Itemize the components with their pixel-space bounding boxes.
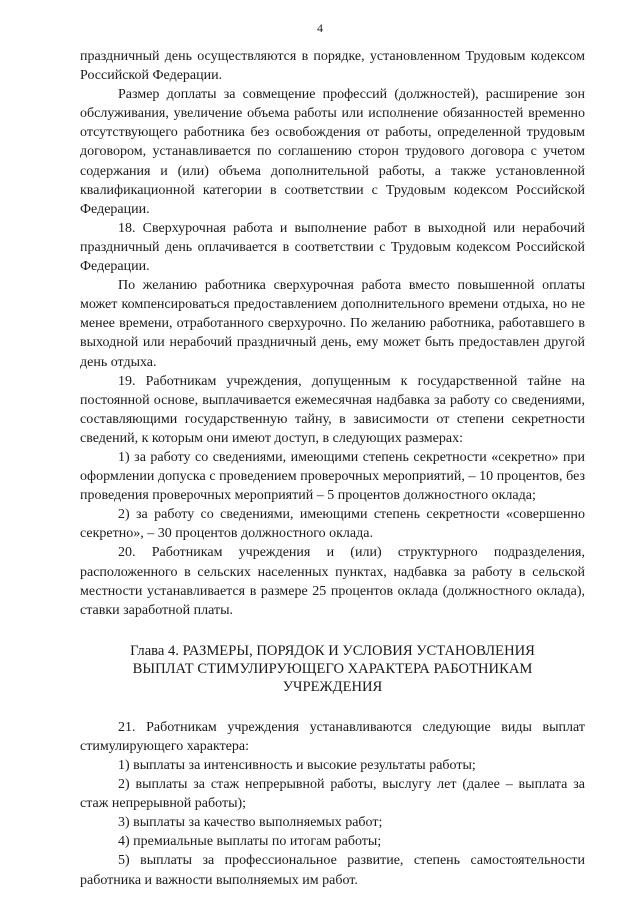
paragraph: праздничный день осуществляются в порядке, установленном Трудовым кодексом Российской Федерации. (80, 49, 585, 84)
paragraph: 18. Сверхурочная работа и выполнение работ в выходной или нерабочий праздничный день оплачивается в соответствии с Трудовым кодексом Российской Федерации. (80, 220, 585, 275)
list-item: 1) выплаты за интенсивность и высокие результаты работы; (118, 758, 476, 773)
section-before-heading (80, 47, 585, 620)
chapter-heading-line: Глава 4. РАЗМЕРЫ, ПОРЯДОК И УСЛОВИЯ УСТАНОВЛЕНИЯ (130, 642, 535, 659)
page-number: 4 (317, 21, 323, 35)
list-item: 4) премиальные выплаты по итогам работы; (118, 834, 382, 850)
paragraph: По желанию работника сверхурочная работа вместо повышенной оплаты может компенсироваться предоставлением дополнительного времени отдыха, но не менее времени, отработанного сверхурочно. По желанию работника, работавшего в выходной или нерабочий праздничный день, ему может быть предоставлен другой день отдыха. (80, 278, 585, 370)
list-item: 5) выплаты за профессиональное развитие, степень самостоятельности работника и важности выполняемых им работ. (80, 853, 585, 888)
paragraph: Размер доплаты за совмещение профессий (должностей), расширение зон обслуживания, увеличение объема работы или исполнение обязанностей временно отсутствующего работника без освобождения от работы, определенной трудовым договором, устанавливается по соглашению сторон трудового договора с учетом содержания и (или) объема дополнительной работы, а также установленной квалификационной категории в соответствии с Трудовым кодексом Российской Федерации. (80, 87, 585, 217)
paragraph: 2) за работу со сведениями, имеющими степень секретности «совершенно секретно», – 30 процентов должностного оклада. (80, 507, 585, 542)
document-body (80, 47, 585, 890)
paragraph: 21. Работникам учреждения устанавливаются следующие виды выплат стимулирующего характера: (80, 719, 585, 754)
list-item: 3) выплаты за качество выполняемых работ; (118, 815, 383, 831)
chapter-heading (80, 642, 585, 696)
list-item: 2) выплаты за стаж непрерывной работы, выслугу лет (далее – выплата за стаж непрерывной работы); (80, 777, 585, 812)
chapter-heading-line: ВЫПЛАТ СТИМУЛИРУЮЩЕГО ХАРАКТЕРА РАБОТНИКАМ (132, 660, 533, 677)
paragraph: 19. Работникам учреждения, допущенным к государственной тайне на постоянной основе, выплачивается ежемесячная надбавка за работу со сведениями, составляющими государственную тайну, в зависимости от степени секретности сведений, к которым они имеют доступ, в следующих размерах: (80, 373, 585, 446)
section-after-heading (80, 718, 585, 890)
chapter-heading-line: УЧРЕЖДЕНИЯ (282, 678, 383, 695)
paragraph: 1) за работу со сведениями, имеющими степень секретности «секретно» при оформлении допуска с проведением проверочных мероприятий, – 10 процентов, без проведения проверочных мероприятий – 5 процентов должностного оклада; (80, 449, 585, 504)
paragraph: 20. Работникам учреждения и (или) структурного подразделения, расположенного в сельских населенных пунктах, надбавка за работу в сельской местности устанавливается в размере 25 процентов оклада (должностного оклада), ставки заработной платы. (80, 545, 585, 618)
